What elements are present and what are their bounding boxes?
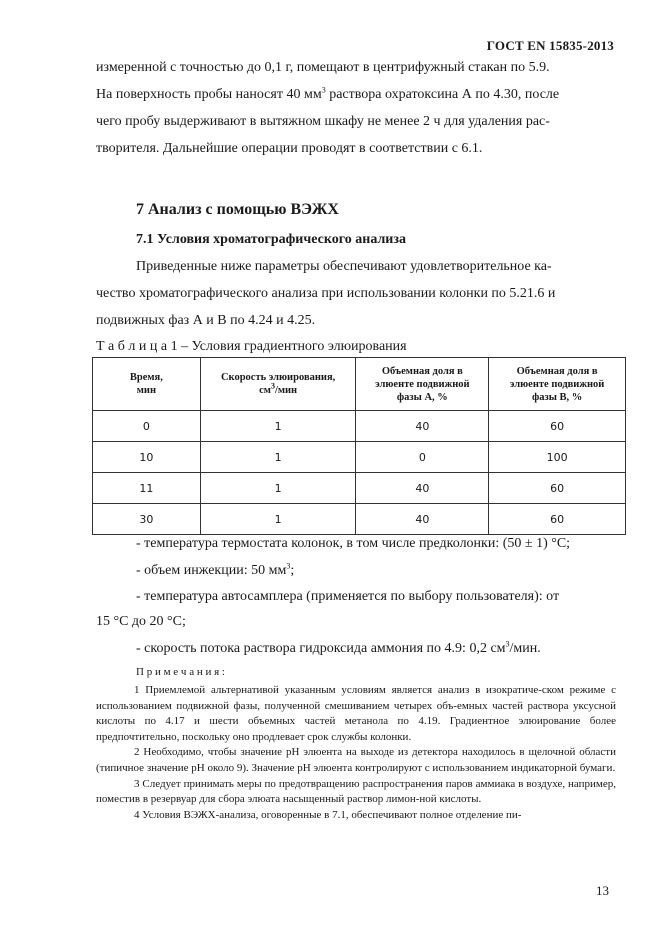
cell: 1 [200,411,356,442]
header-phase-b: Объемная доля в элюенте подвижной фазы В, % [489,358,626,411]
cell: 40 [356,473,489,504]
cell: 1 [200,442,356,473]
intro-line-3: чего пробу выдерживают в вытяжном шкафу не менее 2 ч для удаления рас- [96,114,550,129]
cell: 0 [356,442,489,473]
page-number: 13 [596,883,609,898]
header-time: Время, мин [93,358,201,411]
gradient-table [92,357,626,535]
section-heading: 7 Анализ с помощью ВЭЖХ [136,201,339,218]
cell: 100 [489,442,626,473]
note-4: 4 Условия ВЭЖХ-анализа, оговоренные в 7.1, обеспечивают полное отделение пи- [134,808,522,821]
notes-block [96,683,616,823]
subsection-heading: 7.1 Условия хроматографического анализа [136,232,406,247]
intro-line-1: измеренной с точностью до 0,1 г, помещают в центрифужный стакан по 5.9. [96,60,550,75]
table-row [93,473,626,504]
cell: 40 [356,504,489,535]
table-header-row [93,358,626,411]
header-flow-rate: Скорость элюирования, $см^3$/мин [200,358,356,411]
superscript: 3 [321,85,326,95]
condition-injection: - объем инжекции: 50 $мм^3$; [136,561,295,578]
cell: 1 [200,504,356,535]
condition-autosampler-2: 15 °С до 20 °С; [96,614,186,629]
cell: 11 [93,473,201,504]
cell: 40 [356,411,489,442]
note-1: 1 Приемлемой альтернативой указанным условиям является анализ в изократиче-ском режиме с использованием подвижной фазы, полученной смешиванием четырех объ-емных частей раствора уксусной кислоты по 4.17 и шести объемных частей метанола по 4.19. Градиентное элюирование более предпочтительно, поскольку оно продлевает срок службы колонки. [96,684,616,743]
cell: 60 [489,504,626,535]
cell: 60 [489,411,626,442]
table-row [93,504,626,535]
para-line-3: подвижных фаз А и В по 4.24 и 4.25. [96,313,316,328]
condition-autosampler-1: - температура автосамплера (применяется по выбору пользователя): от [136,589,560,604]
condition-column-temp: - температура термостата колонок, в том числе предколонки: (50 ± 1) °С; [136,536,571,551]
cell: 1 [200,473,356,504]
note-2: 2 Необходимо, чтобы значение pH элюента на выходе из детектора находилось в щелочной области (типичное значение pH около 9). Значение pH элюента контролируют с использованием индикаторной бумаги. [96,746,616,774]
para-line-2: чество хроматографического анализа при использовании колонки по 5.21.6 и [96,286,556,301]
notes-title: П р и м е ч а н и я : [136,666,225,678]
note-3: 3 Следует принимать меры по предотвращению распространения паров аммиака в воздухе, например, поместив в резервуар для сбора элюата насыщенный раствор лимон-ной кислоты. [96,777,616,806]
intro-line-4: творителя. Дальнейшие операции проводят в соответствии с 6.1. [96,141,483,156]
cell: 10 [93,442,201,473]
table-caption: Т а б л и ц а 1 – Условия градиентного элюирования [96,339,407,354]
document-code: ГОСТ EN 15835-2013 [486,38,614,53]
cell: 0 [93,411,201,442]
intro-line-2: На поверхность пробы наносят 40 $мм^3$ раствора охратоксина А по 4.30, после [96,85,560,102]
cell: 60 [489,473,626,504]
cell: 30 [93,504,201,535]
table-row [93,442,626,473]
condition-flow: - скорость потока раствора гидроксида аммония по 4.9: 0,2 $см^3$/мин. [136,639,541,656]
para-line-1: Приведенные ниже параметры обеспечивают удовлетворительное ка- [136,259,552,274]
table-row [93,411,626,442]
header-phase-a: Объемная доля в элюенте подвижной фазы А, % [356,358,489,411]
